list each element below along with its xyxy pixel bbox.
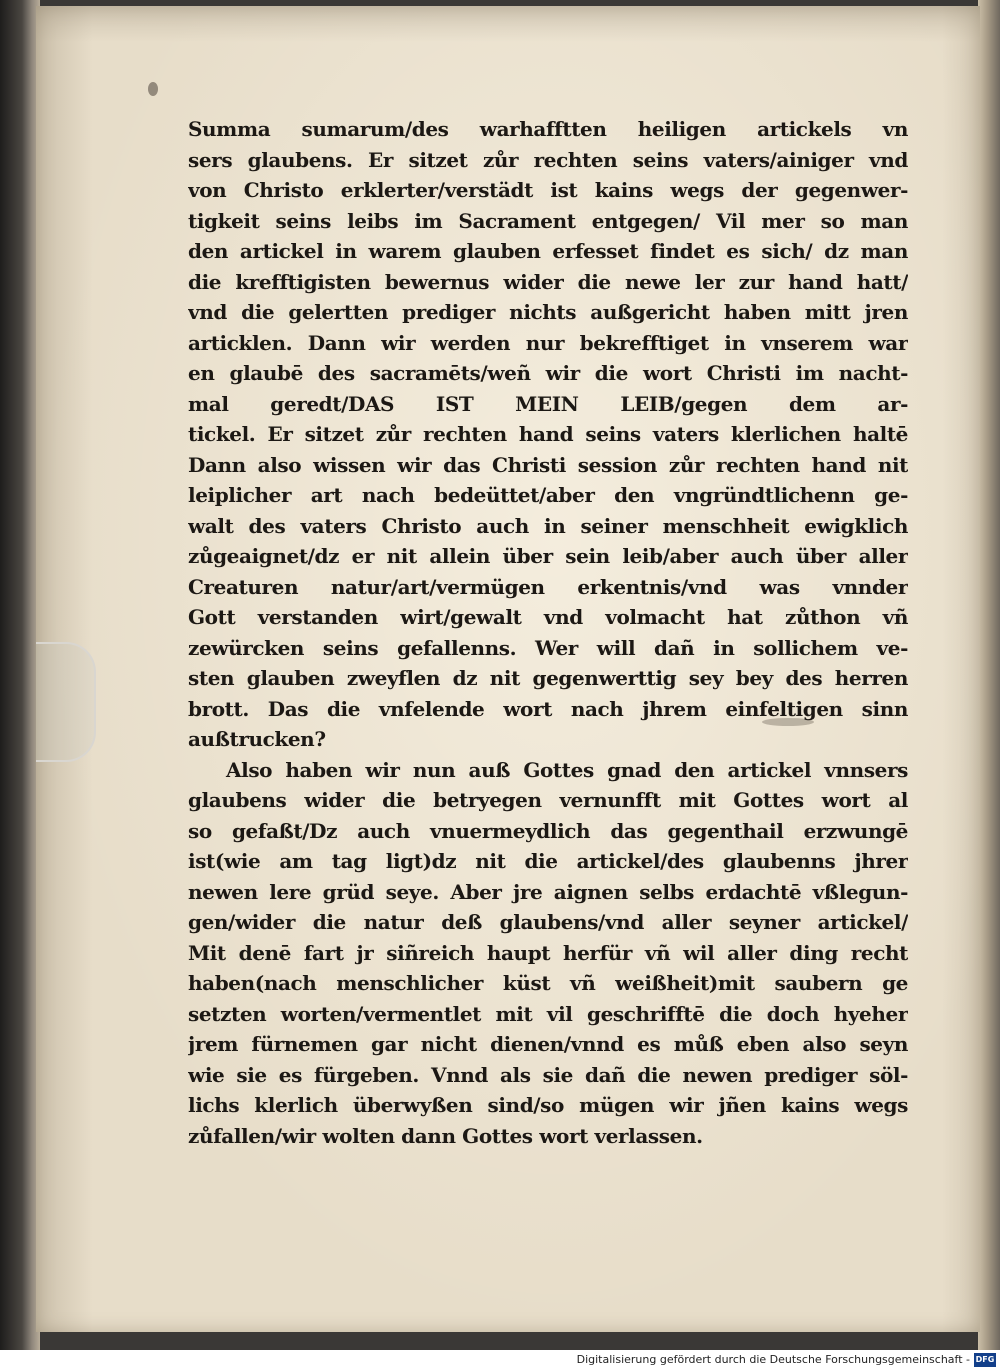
book-spine-edge bbox=[0, 0, 40, 1371]
text-line: wie sie es fürgeben. Vnnd als sie dañ die newen prediger söl- bbox=[188, 1062, 908, 1087]
dfg-logo-icon: DFG bbox=[974, 1353, 996, 1367]
text-line: die krefftigisten bewernus wider die newe ler zur hand hatt/ bbox=[188, 269, 908, 294]
text-line: walt des vaters Christo auch in seiner menschheit ewigklich bbox=[188, 513, 908, 538]
text-line: Gott verstanden wirt/gewalt vnd volmacht hat zůthon vñ bbox=[188, 605, 908, 629]
text-line: Summa sumarum/des warhafftten heiligen artickels vn bbox=[188, 117, 908, 141]
text-line: zewürcken seins gefallenns. Wer will dañ in sollichem ve- bbox=[188, 635, 908, 660]
body-text bbox=[188, 114, 908, 1151]
text-line: Dann also wissen wir das Christi session zůr rechten hand nit bbox=[188, 452, 908, 477]
page-top-shadow bbox=[36, 6, 980, 42]
text-line: gen/wider die natur deß glaubens/vnd aller seyner artickel/ bbox=[188, 910, 908, 934]
text-line: zůgeaignet/dz er nit allein über sein leib/aber auch über aller bbox=[188, 544, 908, 568]
text-line: haben(nach menschlicher küst vñ weißheit)mit saubern ge bbox=[188, 971, 908, 995]
text-line: glaubens wider die betryegen vernunfft mit Gottes wort al bbox=[188, 788, 908, 812]
text-line: brott. Das die vnfelende wort nach jhrem einfeltigen sinn bbox=[188, 696, 908, 721]
text-line: Mit denē fart jr siñreich haupt herfür vñ wil aller ding recht bbox=[188, 940, 908, 965]
text-line: lichs klerlich überwyßen sind/so mügen wir jñen kains wegs bbox=[188, 1093, 908, 1117]
text-line: Also haben wir nun auß Gottes gnad den artickel vnnsers bbox=[226, 757, 908, 782]
text-line: leiplicher art nach bedeüttet/aber den vngründtlichenn ge- bbox=[188, 483, 908, 507]
text-line: von Christo erklerter/verstädt ist kains wegs der gegenwer- bbox=[188, 178, 908, 202]
text-line: articklen. Dann wir werden nur bekrefftiget in vnserem war bbox=[188, 330, 908, 355]
footer-bar bbox=[0, 1350, 1000, 1371]
text-line: newen lere grüd seye. Aber jre aignen selbs erdachtē vßlegun- bbox=[188, 879, 908, 904]
text-line: vnd die gelertten prediger nichts außgericht haben mitt jren bbox=[188, 300, 908, 324]
text-line: sers glaubens. Er sitzet zůr rechten seins vaters/ainiger vnd bbox=[188, 147, 908, 172]
text-line: so gefaßt/Dz auch vnuermeydlich das gegenthail erzwungē bbox=[188, 818, 908, 843]
ink-speck bbox=[148, 82, 158, 96]
text-line: tickel. Er sitzet zůr rechten hand seins vaters klerlichen haltē bbox=[188, 422, 908, 446]
page-clip-icon bbox=[36, 642, 96, 762]
text-line: zůfallen/wir wolten dann Gottes wort verlassen. bbox=[188, 1123, 703, 1148]
text-line: tigkeit seins leibs im Sacrament entgegen/ Vil mer so man bbox=[188, 208, 908, 233]
text-line: außtrucken? bbox=[188, 727, 326, 751]
text-line: Creaturen natur/art/vermügen erkentnis/vnd was vnnder bbox=[188, 574, 908, 599]
text-line: den artickel in warem glauben erfesset findet es sich/ dz man bbox=[188, 239, 908, 263]
text-line: ist(wie am tag ligt)dz nit die artickel/des glaubenns jhrer bbox=[188, 849, 908, 873]
text-line: en glaubē des sacramēts/weñ wir die wort Christi im nacht- bbox=[188, 361, 908, 385]
text-line: sten glauben zweyflen dz nit gegenwerttig sey bey des herren bbox=[188, 666, 908, 690]
book-fore-edge bbox=[978, 0, 1000, 1371]
text-line: mal geredt/DAS IST MEIN LEIB/gegen dem ar- bbox=[188, 391, 908, 416]
text-line: setzten worten/vermentlet mit vil geschrifftē die doch hyeher bbox=[188, 1001, 908, 1026]
text-line: jrem fürnemen gar nicht dienen/vnnd es můß eben also seyn bbox=[188, 1032, 908, 1056]
funding-credit: Digitalisierung gefördert durch die Deutsche Forschungsgemeinschaft - bbox=[576, 1353, 970, 1366]
